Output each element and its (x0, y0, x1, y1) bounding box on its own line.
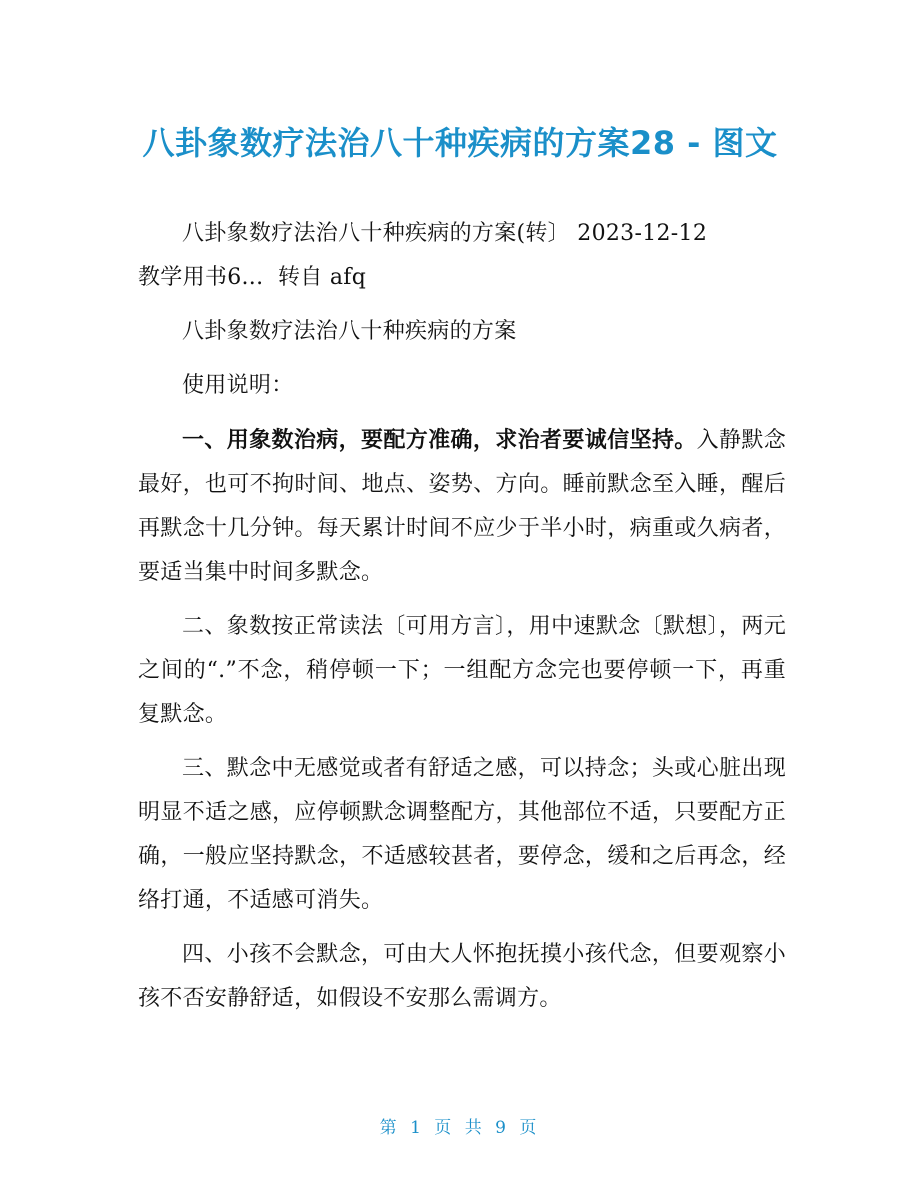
paragraph-2: 二、象数按正常读法〔可用方言〕，用中速默念〔默想〕，两元之间的“.”不念，稍停顿一下；一组配方念完也要停顿一下，再重复默念。 (138, 614, 786, 727)
paragraph-4: 四、小孩不会默念，可由大人怀抱抚摸小孩代念，但要观察小孩不否安静舒适，如假设不安那么需调方。 (138, 942, 786, 1011)
paragraph-3: 三、默念中无感觉或者有舒适之感，可以持念；头或心脏出现明显不适之感，应停顿默念调整配方，其他部位不适，只要配方正确，一般应坚持默念，不适感较甚者，要停念，缓和之后再念，经络打通，不适感可消失。 (138, 756, 786, 913)
meta-line-1: 八卦象数疗法治八十种疾病的方案(转〕 2023-12-12 (182, 221, 708, 246)
usage-label: 使用说明： (182, 373, 294, 398)
paragraph-1-text: 入静默念最好，也可不拘时间、地点、姿势、方向。睡前默念至入睡，醒后再默念十几分钟。每天累计时间不应少于半小时，病重或久病者，要适当集中时间多默念。 (138, 428, 786, 585)
meta-line-2: 教学用书6... 转自 afq (138, 265, 367, 290)
page-indicator: 第 1 页 共 9 页 (379, 1118, 541, 1138)
document-body (138, 212, 786, 1021)
document-title: 八卦象数疗法治八十种疾病的方案28 - 图文 (142, 124, 778, 162)
paragraph-1-bold: 一、用象数治病，要配方准确，求治者要诚信坚持。 (182, 427, 697, 453)
paragraph-1 (138, 418, 786, 595)
subheading: 八卦象数疗法治八十种疾病的方案 (182, 319, 517, 344)
